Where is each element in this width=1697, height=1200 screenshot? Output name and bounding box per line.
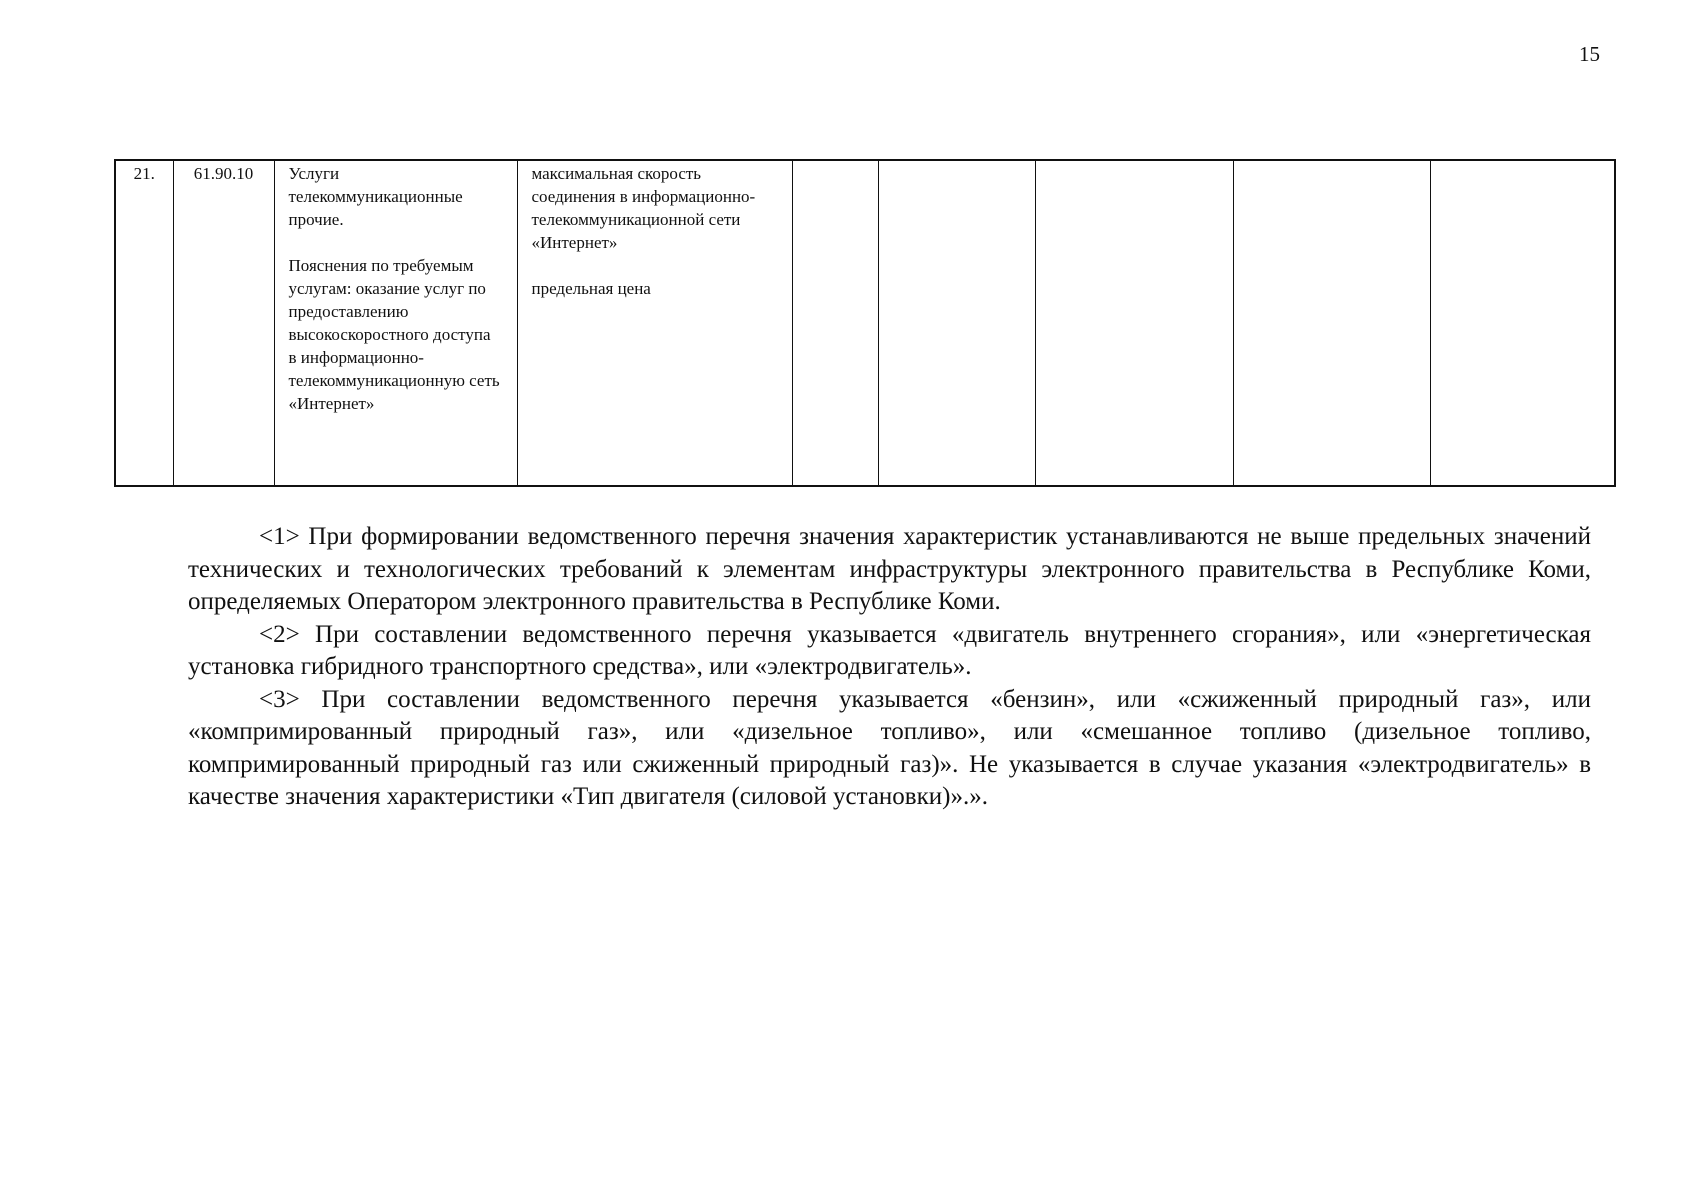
table-cell-7: [1035, 160, 1233, 486]
service-explanation: Пояснения по требуемым услугам: оказание услуг по предоставлению высокоскоростного доступа в информационно-телекоммуникационную сеть «Интернет»: [288, 256, 500, 413]
footnote-3: <3> При составлении ведомственного перечня указывается «бензин», или «сжиженный природный газ», или «компримированный природный газ», или «дизельное топливо», или «смешанное топливо (дизельное топливо, компримированный природный газ или сжиженный природный газ)». Не указывается в случае указания «электродвигатель» в качестве значения характеристики «Тип двигателя (силовой установки)».».: [188, 685, 1591, 810]
service-cell: [274, 160, 517, 486]
page-number: 15: [1579, 42, 1600, 66]
footnote-2: <2> При составлении ведомственного перечня указывается «двигатель внутреннего сгорания», или «энергетическая установка гибридного транспортного средства», или «электродвигатель».: [188, 620, 1591, 680]
table-cell-6: [878, 160, 1035, 486]
characteristic-price: предельная цена: [531, 279, 651, 298]
table-cell-8: [1233, 160, 1430, 486]
footnote-1: <1> При формировании ведомственного перечня значения характеристик устанавливаются не выше предельных значений технических и технологических требований к элементам инфраструктуры электронного правительства в Республике Коми, определяемых Оператором электронного правительства в Республике Коми.: [188, 523, 1591, 615]
characteristic-speed: максимальная скорость соединения в информационно-телекоммуникационной сети «Интернет»: [531, 164, 756, 252]
characteristics-cell: [517, 160, 792, 486]
table-row: [115, 160, 1615, 486]
table-cell-5: [792, 160, 878, 486]
specification-table: [114, 159, 1616, 487]
footnotes: [188, 521, 1591, 814]
service-name: Услуги телекоммуникационные прочие.: [288, 164, 463, 229]
table-cell-9: [1430, 160, 1615, 486]
row-number: 21.: [115, 160, 173, 486]
okpd-code: 61.90.10: [173, 160, 274, 486]
